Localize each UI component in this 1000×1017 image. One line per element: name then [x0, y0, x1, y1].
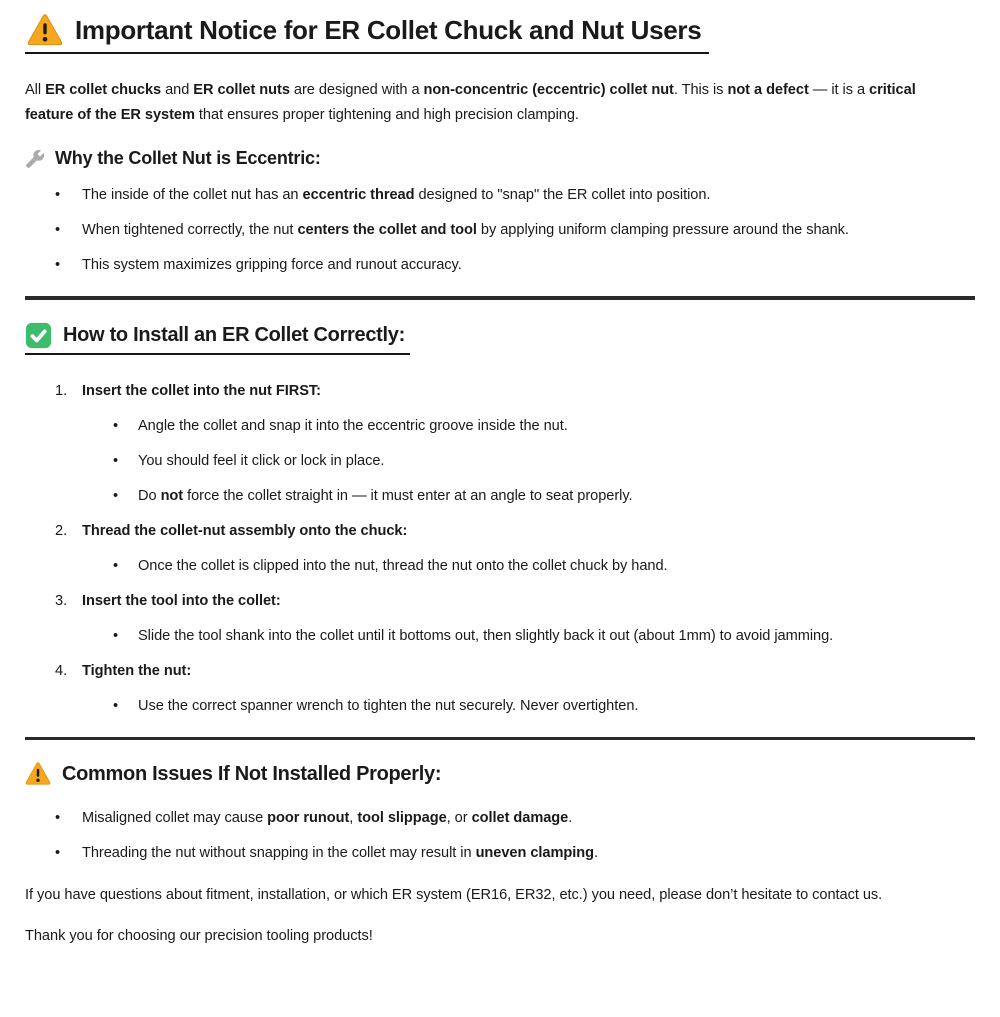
list-item	[113, 554, 975, 579]
wrench-icon	[25, 149, 45, 169]
install-steps-list	[25, 379, 975, 719]
list-item	[55, 806, 975, 831]
install-step	[25, 659, 975, 719]
issues-section-heading-text: Common Issues If Not Installed Properly:	[62, 762, 442, 785]
step-bullet-list	[113, 554, 975, 579]
bullet-marker: •	[113, 417, 119, 434]
bullet-marker: •	[113, 487, 119, 504]
warning-icon	[25, 762, 51, 786]
step-bullet-list	[113, 414, 975, 509]
step-number: 4.	[55, 662, 68, 679]
section-divider	[25, 296, 975, 300]
bullet-text: Use the correct spanner wrench to tighten the nut securely. Never overtighten.	[138, 697, 639, 714]
list-item	[113, 694, 975, 719]
bullet-text: The inside of the collet nut has an eccentric thread designed to "snap" the ER collet into position.	[82, 187, 711, 203]
step-number: 3.	[55, 592, 68, 609]
step-heading	[55, 519, 975, 544]
list-item	[113, 484, 975, 509]
bullet-marker: •	[113, 452, 119, 469]
page-title-text: Important Notice for ER Collet Chuck and Nut Users	[75, 15, 702, 45]
list-item	[55, 841, 975, 866]
step-heading	[55, 379, 975, 404]
bullet-marker: •	[55, 845, 61, 861]
warning-exclamation-dot	[43, 37, 48, 42]
why-bullet-list	[55, 183, 975, 278]
bullet-text: This system maximizes gripping force and runout accuracy.	[82, 257, 462, 273]
contact-paragraph: If you have questions about fitment, installation, or which ER system (ER16, ER32, etc.) you need, please don’t hesitate to contact us.	[25, 887, 883, 903]
page-title	[25, 12, 709, 54]
list-item	[55, 253, 975, 278]
list-item	[55, 218, 975, 243]
step-title: Insert the tool into the collet:	[82, 592, 281, 609]
warning-exclamation-bar	[37, 769, 39, 777]
warning-exclamation-dot	[36, 779, 39, 782]
list-item	[113, 624, 975, 649]
bullet-marker: •	[55, 257, 61, 273]
step-bullet-list	[113, 694, 975, 719]
section-divider	[25, 737, 975, 741]
step-heading	[55, 659, 975, 684]
step-number: 2.	[55, 522, 68, 539]
bullet-text: When tightened correctly, the nut centers the collet and tool by applying uniform clamping pressure around the shank.	[82, 222, 849, 238]
step-number: 1.	[55, 382, 68, 399]
bullet-marker: •	[113, 557, 119, 574]
list-item	[113, 449, 975, 474]
warning-exclamation-bar	[43, 23, 46, 34]
bullet-marker: •	[55, 810, 61, 826]
bullet-marker: •	[55, 222, 61, 238]
install-step	[25, 379, 975, 509]
thanks-paragraph: Thank you for choosing our precision tooling products!	[25, 928, 373, 944]
install-step	[25, 589, 975, 649]
install-section-heading	[25, 322, 410, 355]
bullet-marker: •	[113, 627, 119, 644]
step-title: Insert the collet into the nut FIRST:	[82, 382, 321, 399]
step-bullet-list	[113, 624, 975, 649]
bullet-marker: •	[113, 697, 119, 714]
check-icon	[25, 322, 52, 349]
install-section-heading-text: How to Install an ER Collet Correctly:	[63, 323, 405, 346]
bullet-text: Slide the tool shank into the collet until it bottoms out, then slightly back it out (about 1mm) to avoid jamming.	[138, 627, 834, 644]
intro-paragraph: All ER collet chucks and ER collet nuts are designed with a non-concentric (eccentric) collet nut. This is not a defect — it is a critical feature of the ER system that ensures proper tightening and high precision clamping.	[25, 82, 916, 123]
why-section-heading-text: Why the Collet Nut is Eccentric:	[55, 148, 321, 168]
list-item	[55, 183, 975, 208]
issues-bullet-list	[55, 806, 975, 866]
list-item	[113, 414, 975, 439]
bullet-text: Do not force the collet straight in — it must enter at an angle to seat properly.	[138, 487, 633, 504]
step-title: Tighten the nut:	[82, 662, 192, 679]
install-step	[25, 519, 975, 579]
bullet-text: Misaligned collet may cause poor runout, tool slippage, or collet damage.	[82, 810, 573, 826]
bullet-text: Once the collet is clipped into the nut, thread the nut onto the collet chuck by hand.	[138, 557, 668, 574]
warning-icon	[27, 14, 63, 47]
wrench-shape	[26, 149, 44, 167]
bullet-text: Threading the nut without snapping in the collet may result in uneven clamping.	[82, 845, 599, 861]
step-heading	[55, 589, 975, 614]
step-title: Thread the collet-nut assembly onto the chuck:	[82, 522, 408, 539]
bullet-marker: •	[55, 187, 61, 203]
why-section-heading	[25, 148, 975, 169]
bullet-text: Angle the collet and snap it into the eccentric groove inside the nut.	[138, 417, 568, 434]
bullet-text: You should feel it click or lock in place.	[138, 452, 385, 469]
issues-section-heading	[25, 762, 446, 786]
